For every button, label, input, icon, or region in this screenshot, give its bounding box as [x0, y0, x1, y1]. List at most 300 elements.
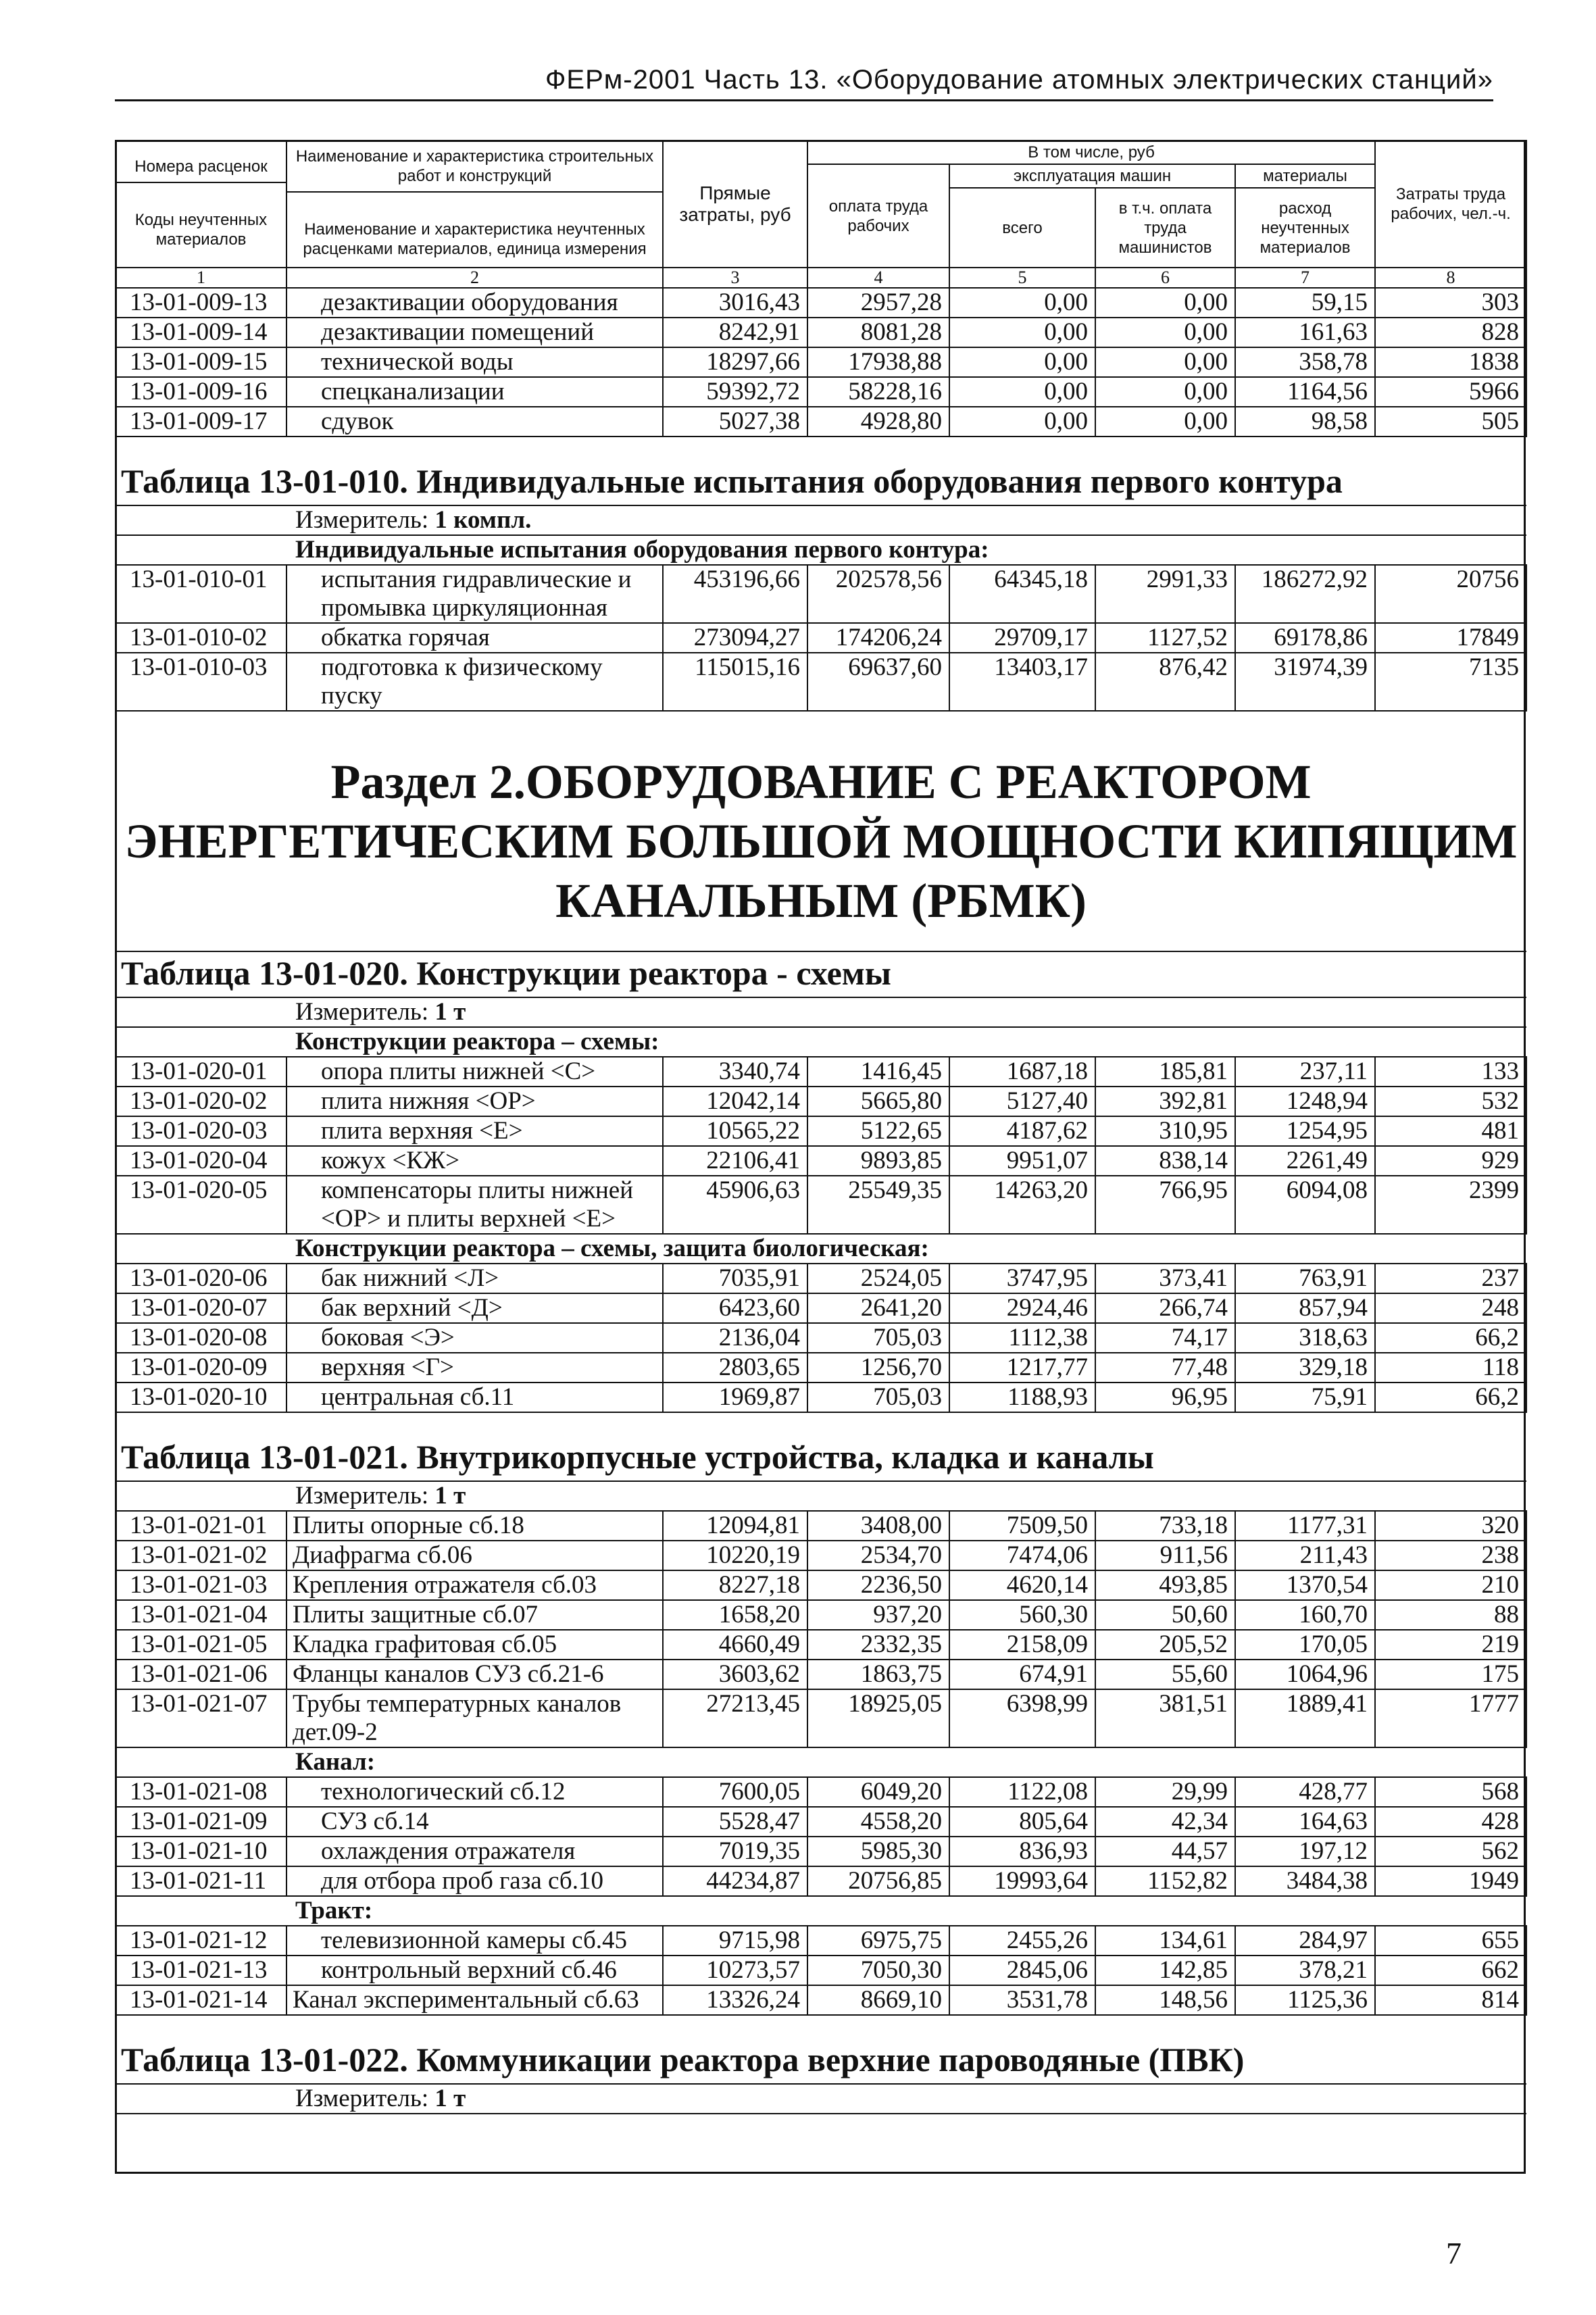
cell-value: 9893,85 — [807, 1146, 949, 1176]
cell-value: 428 — [1375, 1807, 1526, 1837]
work-name: Фланцы каналов СУЗ сб.21-6 — [286, 1660, 663, 1689]
cell-value: 237 — [1375, 1264, 1526, 1293]
cell-value: 12042,14 — [663, 1087, 807, 1116]
section-title-row — [116, 711, 1526, 951]
cell-value: 88 — [1375, 1600, 1526, 1630]
cell-value: 10565,22 — [663, 1116, 807, 1146]
cell-value: 5966 — [1375, 377, 1526, 407]
cell-value: 69637,60 — [807, 653, 949, 711]
cell-value: 202578,56 — [807, 565, 949, 623]
cell-value: 562 — [1375, 1837, 1526, 1866]
group-heading: Конструкции реактора – схемы: — [116, 1027, 1526, 1057]
rate-code: 13-01-021-04 — [116, 1600, 286, 1630]
rate-code: 13-01-021-09 — [116, 1807, 286, 1837]
cell-value: 118 — [1375, 1353, 1526, 1383]
cell-value: 1889,41 — [1235, 1689, 1375, 1747]
measure-label: Измеритель: — [295, 2085, 435, 2112]
page-header: ФЕРм-2001 Часть 13. «Оборудование атомных электрических станций» — [115, 65, 1493, 101]
table-row — [116, 1087, 1526, 1116]
work-name: верхняя <Г> — [286, 1353, 663, 1383]
cell-value: 14263,20 — [949, 1176, 1095, 1234]
cell-value: 493,85 — [1095, 1570, 1235, 1600]
cell-value: 7135 — [1375, 653, 1526, 711]
cell-value: 1188,93 — [949, 1383, 1095, 1412]
measure-label: Измеритель: — [295, 506, 435, 534]
rate-code: 13-01-009-14 — [116, 318, 286, 347]
work-name: Кладка графитовая сб.05 — [286, 1630, 663, 1660]
cell-value: 115015,16 — [663, 653, 807, 711]
rate-code: 13-01-010-03 — [116, 653, 286, 711]
column-number: 5 — [949, 268, 1095, 288]
cell-value: 7035,91 — [663, 1264, 807, 1293]
cell-value: 532 — [1375, 1087, 1526, 1116]
cell-value: 2534,70 — [807, 1541, 949, 1570]
rate-code: 13-01-020-07 — [116, 1293, 286, 1323]
section-title: Раздел 2.ОБОРУДОВАНИЕ С РЕАКТОРОМ ЭНЕРГЕТИЧЕСКИМ БОЛЬШОЙ МОЩНОСТИ КИПЯЩИМ КАНАЛЬНЫМ (РБМК) — [116, 711, 1526, 951]
cell-value: 27213,45 — [663, 1689, 807, 1747]
rate-code: 13-01-021-06 — [116, 1660, 286, 1689]
rate-code: 13-01-020-01 — [116, 1057, 286, 1087]
group-heading: Канал: — [116, 1747, 1526, 1777]
cell-value: 0,00 — [1095, 347, 1235, 377]
cell-value: 238 — [1375, 1541, 1526, 1570]
cell-value: 3747,95 — [949, 1264, 1095, 1293]
cell-value: 18925,05 — [807, 1689, 949, 1747]
cell-value: 0,00 — [1095, 318, 1235, 347]
price-table — [115, 140, 1526, 2114]
table-row — [116, 347, 1526, 377]
cell-value: 1256,70 — [807, 1353, 949, 1383]
cell-value: 655 — [1375, 1926, 1526, 1956]
measure-label: Измеритель: — [295, 1482, 435, 1510]
cell-value: 2803,65 — [663, 1353, 807, 1383]
cell-value: 560,30 — [949, 1600, 1095, 1630]
table-row — [116, 565, 1526, 623]
cell-value: 4928,80 — [807, 407, 949, 437]
cell-value: 373,41 — [1095, 1264, 1235, 1293]
cell-value: 329,18 — [1235, 1353, 1375, 1383]
cell-value: 5122,65 — [807, 1116, 949, 1146]
cell-value: 763,91 — [1235, 1264, 1375, 1293]
table-row — [116, 1057, 1526, 1087]
cell-value: 7509,50 — [949, 1511, 1095, 1541]
cell-value: 4558,20 — [807, 1807, 949, 1837]
cell-value: 836,93 — [949, 1837, 1095, 1866]
cell-value: 828 — [1375, 318, 1526, 347]
work-name: СУЗ сб.14 — [286, 1807, 663, 1837]
table-row — [116, 318, 1526, 347]
cell-value: 185,81 — [1095, 1057, 1235, 1087]
work-name: сдувок — [286, 407, 663, 437]
cell-value: 284,97 — [1235, 1926, 1375, 1956]
cell-value: 1248,94 — [1235, 1087, 1375, 1116]
table-row — [116, 1353, 1526, 1383]
cell-value: 1658,20 — [663, 1600, 807, 1630]
cell-value: 481 — [1375, 1116, 1526, 1146]
work-name: бак верхний <Д> — [286, 1293, 663, 1323]
cell-value: 358,78 — [1235, 347, 1375, 377]
cell-value: 8081,28 — [807, 318, 949, 347]
cell-value: 1122,08 — [949, 1777, 1095, 1807]
cell-value: 392,81 — [1095, 1087, 1235, 1116]
cell-value: 237,11 — [1235, 1057, 1375, 1087]
cell-value: 2957,28 — [807, 288, 949, 318]
table-row — [116, 1176, 1526, 1234]
cell-value: 805,64 — [949, 1807, 1095, 1837]
col-mach-total: всего — [949, 188, 1095, 268]
measure-row — [116, 2084, 1526, 2114]
cell-value: 170,05 — [1235, 1630, 1375, 1660]
cell-value: 1416,45 — [807, 1057, 949, 1087]
rate-code: 13-01-021-08 — [116, 1777, 286, 1807]
work-name: для отбора проб газа сб.10 — [286, 1866, 663, 1896]
col-incl: В том числе, руб — [807, 141, 1375, 164]
group-heading-row — [116, 1747, 1526, 1777]
cell-value: 5027,38 — [663, 407, 807, 437]
col-mach-wages: в т.ч. оплата труда машинистов — [1095, 188, 1235, 268]
cell-value: 1370,54 — [1235, 1570, 1375, 1600]
cell-value: 69178,86 — [1235, 623, 1375, 653]
cell-value: 211,43 — [1235, 1541, 1375, 1570]
work-name: дезактивации оборудования — [286, 288, 663, 318]
cell-value: 1125,36 — [1235, 1985, 1375, 2015]
cell-value: 8242,91 — [663, 318, 807, 347]
cell-value: 8669,10 — [807, 1985, 949, 2015]
table-row — [116, 1985, 1526, 2015]
work-name: компенсаторы плиты нижней <ОР> и плиты верхней <Е> — [286, 1176, 663, 1234]
cell-value: 98,58 — [1235, 407, 1375, 437]
col-mat-unacc: расход неучтенных материалов — [1235, 188, 1375, 268]
rate-code: 13-01-020-08 — [116, 1323, 286, 1353]
cell-value: 2524,05 — [807, 1264, 949, 1293]
cell-value: 4620,14 — [949, 1570, 1095, 1600]
rate-code: 13-01-020-06 — [116, 1264, 286, 1293]
work-name: бак нижний <Л> — [286, 1264, 663, 1293]
rate-code: 13-01-021-11 — [116, 1866, 286, 1896]
cell-value: 13403,17 — [949, 653, 1095, 711]
column-number: 8 — [1375, 268, 1526, 288]
col-direct: Прямые затраты, руб — [663, 141, 807, 268]
column-number: 7 — [1235, 268, 1375, 288]
cell-value: 175 — [1375, 1660, 1526, 1689]
rate-code: 13-01-009-16 — [116, 377, 286, 407]
cell-value: 31974,39 — [1235, 653, 1375, 711]
table-title-021-row — [116, 1412, 1526, 1481]
cell-value: 2399 — [1375, 1176, 1526, 1234]
cell-value: 0,00 — [949, 347, 1095, 377]
rate-code: 13-01-021-02 — [116, 1541, 286, 1570]
cell-value: 5985,30 — [807, 1837, 949, 1866]
table-row — [116, 1323, 1526, 1353]
cell-value: 1777 — [1375, 1689, 1526, 1747]
cell-value: 1152,82 — [1095, 1866, 1235, 1896]
work-name: технологический сб.12 — [286, 1777, 663, 1807]
cell-value: 219 — [1375, 1630, 1526, 1660]
cell-value: 44,57 — [1095, 1837, 1235, 1866]
cell-value: 2236,50 — [807, 1570, 949, 1600]
table-row — [116, 1146, 1526, 1176]
cell-value: 1217,77 — [949, 1353, 1095, 1383]
measure-unit — [116, 2084, 1526, 2114]
measure-unit — [116, 505, 1526, 535]
column-header-row — [116, 141, 1526, 164]
table-title-010: Таблица 13-01-010. Индивидуальные испытания оборудования первого контура — [116, 437, 1526, 505]
cell-value: 3484,38 — [1235, 1866, 1375, 1896]
rate-code: 13-01-020-02 — [116, 1087, 286, 1116]
table-row — [116, 1293, 1526, 1323]
work-name: плита нижняя <ОР> — [286, 1087, 663, 1116]
work-name: Диафрагма сб.06 — [286, 1541, 663, 1570]
table-row — [116, 407, 1526, 437]
cell-value: 50,60 — [1095, 1600, 1235, 1630]
cell-value: 17938,88 — [807, 347, 949, 377]
table-row — [116, 1570, 1526, 1600]
table-row — [116, 1630, 1526, 1660]
cell-value: 18297,66 — [663, 347, 807, 377]
rate-code: 13-01-010-01 — [116, 565, 286, 623]
cell-value: 320 — [1375, 1511, 1526, 1541]
cell-value: 1949 — [1375, 1866, 1526, 1896]
table-row — [116, 623, 1526, 653]
cell-value: 662 — [1375, 1956, 1526, 1985]
rate-code: 13-01-020-04 — [116, 1146, 286, 1176]
table-title-021: Таблица 13-01-021. Внутрикорпусные устройства, кладка и каналы — [116, 1412, 1526, 1481]
cell-value: 705,03 — [807, 1323, 949, 1353]
cell-value: 25549,35 — [807, 1176, 949, 1234]
group-heading-row — [116, 1027, 1526, 1057]
cell-value: 1127,52 — [1095, 623, 1235, 653]
work-name: телевизионной камеры сб.45 — [286, 1926, 663, 1956]
table-title-022: Таблица 13-01-022. Коммуникации реактора верхние пароводяные (ПВК) — [116, 2015, 1526, 2084]
cell-value: 96,95 — [1095, 1383, 1235, 1412]
cell-value: 1112,38 — [949, 1323, 1095, 1353]
column-number: 6 — [1095, 268, 1235, 288]
cell-value: 3531,78 — [949, 1985, 1095, 2015]
measure-row — [116, 1481, 1526, 1511]
cell-value: 378,21 — [1235, 1956, 1375, 1985]
table-title-020: Таблица 13-01-020. Конструкции реактора - схемы — [116, 951, 1526, 997]
cell-value: 0,00 — [949, 288, 1095, 318]
table-row — [116, 1956, 1526, 1985]
cell-value: 42,34 — [1095, 1807, 1235, 1837]
column-number: 1 — [116, 268, 286, 288]
cell-value: 2924,46 — [949, 1293, 1095, 1323]
col-codes-bottom: Коды неучтенных материалов — [134, 210, 268, 249]
rate-code: 13-01-021-05 — [116, 1630, 286, 1660]
work-name: боковая <Э> — [286, 1323, 663, 1353]
cell-value: 6975,75 — [807, 1926, 949, 1956]
rate-code: 13-01-009-17 — [116, 407, 286, 437]
cell-value: 6423,60 — [663, 1293, 807, 1323]
measure-value: 1 т — [434, 2085, 466, 2112]
rate-code: 13-01-010-02 — [116, 623, 286, 653]
cell-value: 838,14 — [1095, 1146, 1235, 1176]
table-row — [116, 1264, 1526, 1293]
cell-value: 210 — [1375, 1570, 1526, 1600]
col-name-bottom: Наименование и характеристика неучтенных расценками материалов, единица измерения — [303, 220, 647, 258]
table-row — [116, 1777, 1526, 1807]
rate-code: 13-01-021-13 — [116, 1956, 286, 1985]
work-name: опора плиты нижней <С> — [286, 1057, 663, 1087]
col-name-top: Наименование и характеристика строительных работ и конструкций — [287, 144, 662, 193]
cell-value: 2332,35 — [807, 1630, 949, 1660]
cell-value: 2136,04 — [663, 1323, 807, 1353]
cell-value: 766,95 — [1095, 1176, 1235, 1234]
cell-value: 0,00 — [1095, 377, 1235, 407]
cell-value: 6049,20 — [807, 1777, 949, 1807]
cell-value: 142,85 — [1095, 1956, 1235, 1985]
cell-value: 1164,56 — [1235, 377, 1375, 407]
cell-value: 4187,62 — [949, 1116, 1095, 1146]
group-heading-row — [116, 1896, 1526, 1926]
cell-value: 1687,18 — [949, 1057, 1095, 1087]
rate-code: 13-01-020-09 — [116, 1353, 286, 1383]
work-name: подготовка к физическому пуску — [286, 653, 663, 711]
cell-value: 6398,99 — [949, 1689, 1095, 1747]
cell-value: 164,63 — [1235, 1807, 1375, 1837]
cell-value: 29709,17 — [949, 623, 1095, 653]
cell-value: 148,56 — [1095, 1985, 1235, 2015]
cell-value: 10273,57 — [663, 1956, 807, 1985]
col-materials: материалы — [1235, 164, 1375, 188]
cell-value: 9715,98 — [663, 1926, 807, 1956]
work-name: кожух <КЖ> — [286, 1146, 663, 1176]
table-row — [116, 653, 1526, 711]
cell-value: 58228,16 — [807, 377, 949, 407]
col-labor: Затраты труда рабочих, чел.-ч. — [1375, 141, 1526, 268]
cell-value: 22106,41 — [663, 1146, 807, 1176]
cell-value: 303 — [1375, 288, 1526, 318]
cell-value: 9951,07 — [949, 1146, 1095, 1176]
group-heading: Индивидуальные испытания оборудования первого контура: — [116, 535, 1526, 565]
cell-value: 59392,72 — [663, 377, 807, 407]
cell-value: 266,74 — [1095, 1293, 1235, 1323]
table-row — [116, 1541, 1526, 1570]
work-name: обкатка горячая — [286, 623, 663, 653]
cell-value: 74,17 — [1095, 1323, 1235, 1353]
measure-unit — [116, 1481, 1526, 1511]
group-heading-row — [116, 1234, 1526, 1264]
work-name: плита верхняя <Е> — [286, 1116, 663, 1146]
cell-value: 160,70 — [1235, 1600, 1375, 1630]
cell-value: 134,61 — [1095, 1926, 1235, 1956]
col-wages: оплата труда рабочих — [807, 164, 949, 268]
cell-value: 0,00 — [949, 377, 1095, 407]
table-row — [116, 1926, 1526, 1956]
cell-value: 3603,62 — [663, 1660, 807, 1689]
cell-value: 568 — [1375, 1777, 1526, 1807]
table-title-020-row — [116, 951, 1526, 997]
cell-value: 3016,43 — [663, 288, 807, 318]
cell-value: 1863,75 — [807, 1660, 949, 1689]
table-row — [116, 1866, 1526, 1896]
table-row — [116, 1383, 1526, 1412]
rate-code: 13-01-021-01 — [116, 1511, 286, 1541]
cell-value: 1177,31 — [1235, 1511, 1375, 1541]
work-name: контрольный верхний сб.46 — [286, 1956, 663, 1985]
cell-value: 381,51 — [1095, 1689, 1235, 1747]
cell-value: 186272,92 — [1235, 565, 1375, 623]
cell-value: 937,20 — [807, 1600, 949, 1630]
cell-value: 3340,74 — [663, 1057, 807, 1087]
measure-value: 1 т — [434, 998, 466, 1026]
cell-value: 8227,18 — [663, 1570, 807, 1600]
cell-value: 2158,09 — [949, 1630, 1095, 1660]
table-row — [116, 1116, 1526, 1146]
table-row — [116, 1807, 1526, 1837]
cell-value: 857,94 — [1235, 1293, 1375, 1323]
rate-code: 13-01-021-12 — [116, 1926, 286, 1956]
work-name: Трубы температурных каналов дет.09-2 — [286, 1689, 663, 1747]
cell-value: 161,63 — [1235, 318, 1375, 347]
cell-value: 929 — [1375, 1146, 1526, 1176]
column-number: 4 — [807, 268, 949, 288]
cell-value: 5665,80 — [807, 1087, 949, 1116]
cell-value: 4660,49 — [663, 1630, 807, 1660]
cell-value: 59,15 — [1235, 288, 1375, 318]
cell-value: 66,2 — [1375, 1323, 1526, 1353]
work-name: Плиты защитные сб.07 — [286, 1600, 663, 1630]
measure-value: 1 компл. — [434, 506, 532, 534]
cell-value: 64345,18 — [949, 565, 1095, 623]
cell-value: 174206,24 — [807, 623, 949, 653]
cell-value: 0,00 — [949, 407, 1095, 437]
cell-value: 310,95 — [1095, 1116, 1235, 1146]
measure-row — [116, 997, 1526, 1027]
cell-value: 45906,63 — [663, 1176, 807, 1234]
cell-value: 0,00 — [949, 318, 1095, 347]
cell-value: 1064,96 — [1235, 1660, 1375, 1689]
table-title-022-row — [116, 2015, 1526, 2084]
table-row — [116, 1689, 1526, 1747]
cell-value: 814 — [1375, 1985, 1526, 2015]
cell-value: 273094,27 — [663, 623, 807, 653]
table-title-010-row — [116, 437, 1526, 505]
col-machines: эксплуатация машин — [949, 164, 1235, 188]
cell-value: 205,52 — [1095, 1630, 1235, 1660]
cell-value: 505 — [1375, 407, 1526, 437]
cell-value: 29,99 — [1095, 1777, 1235, 1807]
cell-value: 1838 — [1375, 347, 1526, 377]
work-name: испытания гидравлические и промывка циркуляционная — [286, 565, 663, 623]
table-row — [116, 1660, 1526, 1689]
table-row — [116, 288, 1526, 318]
measure-label: Измеритель: — [295, 998, 435, 1026]
work-name: дезактивации помещений — [286, 318, 663, 347]
cell-value: 733,18 — [1095, 1511, 1235, 1541]
cell-value: 5528,47 — [663, 1807, 807, 1837]
rate-code: 13-01-020-10 — [116, 1383, 286, 1412]
work-name: Канал экспериментальный сб.63 — [286, 1985, 663, 2015]
cell-value: 12094,81 — [663, 1511, 807, 1541]
cell-value: 674,91 — [949, 1660, 1095, 1689]
cell-value: 133 — [1375, 1057, 1526, 1087]
cell-value: 75,91 — [1235, 1383, 1375, 1412]
cell-value: 197,12 — [1235, 1837, 1375, 1866]
work-name: спецканализации — [286, 377, 663, 407]
rate-code: 13-01-021-07 — [116, 1689, 286, 1747]
cell-value: 2641,20 — [807, 1293, 949, 1323]
cell-value: 13326,24 — [663, 1985, 807, 2015]
rate-code: 13-01-009-15 — [116, 347, 286, 377]
cell-value: 20756,85 — [807, 1866, 949, 1896]
col-codes-top: Номера расценок — [116, 154, 286, 183]
cell-value: 428,77 — [1235, 1777, 1375, 1807]
cell-value: 6094,08 — [1235, 1176, 1375, 1234]
rate-code: 13-01-021-10 — [116, 1837, 286, 1866]
cell-value: 7600,05 — [663, 1777, 807, 1807]
measure-row — [116, 505, 1526, 535]
